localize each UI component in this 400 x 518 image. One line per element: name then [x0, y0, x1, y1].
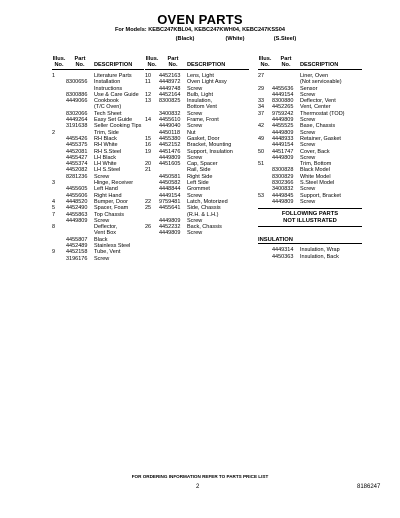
part-description: Sensor: [300, 85, 318, 92]
part-description: Vent, Center: [300, 104, 331, 111]
part-number: 4449809: [272, 129, 294, 136]
illus-header: Illus. No.: [258, 56, 272, 68]
illus-number: 21: [145, 167, 152, 174]
part-description: (T/C Oven): [94, 104, 122, 111]
part-number: 4455641: [159, 205, 181, 212]
part-description: Screw: [187, 192, 203, 199]
part-description: RH S.Steel: [94, 148, 122, 155]
part-number: 4451476: [159, 148, 181, 155]
part-description: Left Hand: [94, 186, 118, 193]
part-description: Bulb, Light: [187, 91, 213, 98]
part-number: 3400832: [159, 110, 181, 117]
illus-number: [258, 254, 272, 260]
part-number: 4449809: [272, 198, 294, 205]
part-number: 4449809: [159, 217, 181, 224]
illus-number: 33: [258, 98, 265, 105]
illus-number: 20: [145, 161, 152, 168]
part-description: Screw: [94, 217, 110, 224]
part-number: 4452265: [272, 104, 294, 111]
part-description: Top Chassis: [94, 211, 124, 218]
part-description: Frame, Front: [187, 117, 219, 124]
illus-number: 9: [52, 249, 56, 256]
illus-number: 13: [145, 98, 152, 105]
illus-number: [52, 256, 66, 262]
section-rule: [258, 226, 362, 227]
part-description: Deflector,: [94, 224, 118, 231]
part-number: 3400832: [272, 186, 294, 193]
illus-number: 49: [258, 135, 265, 142]
part-description: RH Black: [94, 135, 117, 142]
part-number: 4455610: [159, 117, 181, 124]
part-number: 4450582: [159, 180, 181, 187]
part-number: 4451605: [159, 161, 181, 168]
part-description: (R.H. & L.H.): [187, 211, 219, 218]
part-description: Black Model: [300, 167, 330, 174]
part-header: Part No.: [74, 56, 86, 68]
part-description: Deflector, Vent: [300, 98, 336, 105]
header-rule: [52, 69, 144, 70]
part-number: 9759242: [272, 110, 294, 117]
part-number: 8300828: [272, 167, 294, 174]
part-description: Oven Light Assy: [187, 79, 227, 86]
parts-list-row: [145, 230, 249, 236]
illus-number: 3: [52, 180, 56, 187]
part-number: 8300656: [66, 79, 88, 86]
illus-header: Illus. No.: [145, 56, 159, 68]
part-number: 4455606: [66, 192, 88, 199]
part-description: Retainer, Gasket: [300, 135, 341, 142]
part-description: Support, Insulation: [187, 148, 233, 155]
section-rule: [258, 208, 362, 209]
part-description: Lens, Light: [187, 73, 214, 79]
part-number: 3196176: [66, 255, 88, 262]
part-description: Hinge, Receiver: [94, 180, 134, 187]
illus-number: 8: [52, 224, 56, 231]
part-description: Screw: [187, 217, 203, 224]
part-header: Part No.: [167, 56, 179, 68]
part-description: Bumper, Door: [94, 198, 128, 205]
part-number: 9759481: [159, 198, 181, 205]
part-description: Cap, Spacer: [187, 161, 218, 168]
part-description: Rail, Side: [187, 167, 211, 174]
parts-column-3: [258, 56, 362, 260]
part-description: Left Side: [187, 180, 209, 187]
illus-number: 51: [258, 161, 265, 168]
part-number: 8300825: [159, 98, 181, 105]
header-rule: [145, 69, 249, 70]
part-description: Screw: [94, 173, 110, 180]
part-description: LH S.Steel: [94, 167, 121, 174]
part-header: Part No.: [280, 56, 292, 68]
part-number: 4452489: [66, 243, 88, 250]
illus-number: [145, 230, 159, 236]
part-number: 8302366: [272, 180, 294, 187]
illus-number: 1: [52, 73, 56, 79]
document-number: 8186247: [357, 484, 381, 490]
illus-number: 11: [145, 79, 151, 86]
section-rule: [258, 243, 362, 244]
part-description: Latch, Motorized: [187, 198, 228, 205]
part-description: Back, Chassis: [187, 224, 222, 231]
part-description: Insulation, Back: [300, 253, 339, 260]
illus-number: 5: [52, 205, 56, 212]
parts-list-row: [52, 256, 144, 262]
illus-number: 7: [52, 211, 56, 218]
part-description: Screw: [300, 198, 316, 205]
parts-column-2: [145, 56, 249, 237]
illus-number: 16: [145, 142, 152, 149]
part-number: 4455380: [159, 135, 181, 142]
part-description: RH White: [94, 142, 118, 149]
part-description: Screw: [187, 154, 203, 161]
illus-number: 10: [145, 73, 152, 79]
part-description: Installation: [94, 79, 121, 86]
part-number: 4449264: [66, 117, 88, 124]
part-description: Spacer, Foam: [94, 205, 129, 212]
part-number: 4452490: [66, 205, 88, 212]
illus-number: 2: [52, 129, 56, 136]
part-description: Bottom Vent: [187, 104, 217, 111]
part-number: 4455636: [272, 85, 294, 92]
part-number: 4455525: [272, 123, 294, 130]
part-description: Cover, Back: [300, 148, 330, 155]
part-number: 4455374: [66, 161, 88, 168]
part-description: Screw: [300, 91, 316, 98]
model-variants: [160, 36, 310, 42]
part-description: LH White: [94, 161, 117, 168]
part-number: 8300829: [272, 173, 294, 180]
part-number: 8300886: [66, 91, 88, 98]
part-description: Tech Sheet: [94, 110, 122, 117]
part-number: 4452082: [66, 167, 88, 174]
part-description: Seller Cooking Tips: [94, 123, 142, 130]
part-number: 8302066: [66, 110, 88, 117]
variant-black: (Black): [175, 36, 195, 42]
part-number: 4448844: [159, 186, 181, 193]
part-description: Black: [94, 236, 108, 243]
part-description: Insulation, Wrap: [300, 247, 340, 254]
part-description: Right Side: [187, 173, 213, 180]
insulation-list: [258, 247, 362, 260]
illus-number: 19: [145, 148, 152, 155]
part-description: Literature Parts: [94, 73, 132, 79]
part-number: 4448520: [66, 198, 88, 205]
illus-number: 37: [258, 110, 265, 117]
part-description: Gasket, Door: [187, 135, 220, 142]
part-number: 4449845: [272, 192, 294, 199]
illus-number: 26: [145, 224, 152, 231]
part-number: 4451747: [272, 148, 294, 155]
column-header: [145, 56, 249, 68]
illus-number: 15: [145, 135, 152, 142]
column-header: [52, 56, 144, 68]
part-description: Cookbook: [94, 98, 119, 105]
part-description: (Not serviceable): [300, 79, 342, 86]
part-description: Bracket, Mounting: [187, 142, 232, 149]
insulation-heading: INSULATION: [258, 237, 293, 244]
part-description: Instructions: [94, 85, 123, 92]
part-description: Screw: [187, 123, 203, 130]
part-number: 4449809: [159, 154, 181, 161]
illus-header: Illus. No.: [52, 56, 66, 68]
part-number: 4450363: [272, 253, 294, 260]
part-number: 4452081: [66, 148, 88, 155]
part-number: 4449809: [66, 217, 88, 224]
parts-list-row: [258, 254, 362, 260]
part-number: 4452158: [66, 249, 88, 256]
part-description: Side, Chassis: [187, 205, 221, 212]
part-number: 4449748: [159, 85, 181, 92]
part-number: 4449154: [272, 91, 294, 98]
illus-number: 14: [145, 117, 152, 124]
part-number: 4450581: [159, 173, 181, 180]
models-line: For Models: KEBC247KBL04, KEBC247KWH04, KEBC247KSS04: [114, 27, 286, 33]
part-number: 4449066: [66, 98, 88, 105]
part-number: 4449154: [159, 192, 181, 199]
part-description: Screw: [300, 154, 316, 161]
parts-column-1: [52, 56, 144, 262]
header-rule: [258, 69, 362, 70]
part-description: Support, Bracket: [300, 192, 341, 199]
part-description: Insulation,: [187, 98, 213, 105]
illus-number: [258, 199, 272, 205]
part-description: LH Black: [94, 154, 117, 161]
part-number: 4455426: [66, 135, 88, 142]
illus-number: 25: [145, 205, 152, 212]
page-number: 2: [196, 484, 200, 490]
part-number: 4455863: [66, 211, 88, 218]
illus-number: 53: [258, 192, 265, 199]
part-description: Vent Box: [94, 230, 117, 237]
part-description: Screw: [300, 142, 316, 149]
ordering-footer: FOR ORDERING INFORMATION REFER TO PARTS PRICE LIST: [131, 474, 269, 479]
part-description: Screw: [187, 110, 203, 117]
part-description: Thermostat (TOD): [300, 110, 345, 117]
part-description: Screw: [187, 230, 203, 237]
description-header: DESCRIPTION: [187, 62, 226, 68]
part-number: 4455427: [66, 154, 88, 161]
part-number: 4449809: [159, 230, 181, 237]
part-number: 4455807: [66, 236, 88, 243]
part-description: Nut: [187, 129, 196, 136]
part-description: Base, Chassis: [300, 123, 336, 130]
part-description: Screw: [187, 85, 203, 92]
part-number: 4452163: [159, 73, 181, 79]
part-number: 4450118: [159, 129, 181, 136]
illus-number: 42: [258, 123, 265, 130]
variant-steel: (S.Steel): [273, 36, 297, 42]
illus-number: 50: [258, 148, 265, 155]
part-number: 8300880: [272, 98, 294, 105]
illus-number: 12: [145, 91, 152, 98]
part-description: Grommet: [187, 186, 210, 193]
part-number: 4449040: [159, 123, 181, 130]
illus-number: 4: [52, 198, 56, 205]
variant-white: (White): [225, 36, 245, 42]
part-description: Right Hand: [94, 192, 122, 199]
part-number: 4449314: [272, 247, 294, 254]
part-number: 4448972: [159, 79, 181, 86]
part-description: Stainless Steel: [94, 243, 131, 250]
part-description: Trim, Bottom: [300, 161, 332, 168]
description-header: DESCRIPTION: [94, 62, 133, 68]
parts-list-row: [258, 199, 362, 205]
part-number: 3191638: [66, 123, 88, 130]
description-header: DESCRIPTION: [300, 62, 339, 68]
part-number: 4452164: [159, 91, 181, 98]
part-number: 4452232: [159, 224, 181, 231]
part-number: 8281236: [66, 173, 88, 180]
part-number: 4452152: [159, 142, 181, 149]
part-number: 4455375: [66, 142, 88, 149]
following-parts-heading: FOLLOWING PARTS NOT ILLUSTRATED: [281, 211, 339, 224]
column-header: [258, 56, 362, 68]
part-description: Screw: [300, 129, 316, 136]
part-description: Screw: [94, 255, 110, 262]
part-number: 4449809: [272, 154, 294, 161]
part-description: Use & Care Guide: [94, 91, 139, 98]
part-description: Easy Set Guide: [94, 117, 133, 124]
illus-number: 22: [145, 198, 152, 205]
part-number: 4449154: [272, 142, 294, 149]
illus-number: 29: [258, 85, 265, 92]
part-description: White Model: [300, 173, 331, 180]
illus-number: 27: [258, 73, 265, 79]
part-number: 4449809: [272, 117, 294, 124]
part-description: Screw: [300, 117, 316, 124]
part-description: Trim, Side: [94, 129, 119, 136]
part-description: Screw: [300, 186, 316, 193]
part-number: 4448933: [272, 135, 294, 142]
part-description: S.Steel Model: [300, 180, 335, 187]
part-description: Tube, Vent: [94, 249, 121, 256]
page-title: OVEN PARTS: [157, 12, 243, 27]
illus-number: 34: [258, 104, 265, 111]
part-description: Liner, Oven: [300, 73, 329, 79]
part-number: 4455605: [66, 186, 88, 193]
